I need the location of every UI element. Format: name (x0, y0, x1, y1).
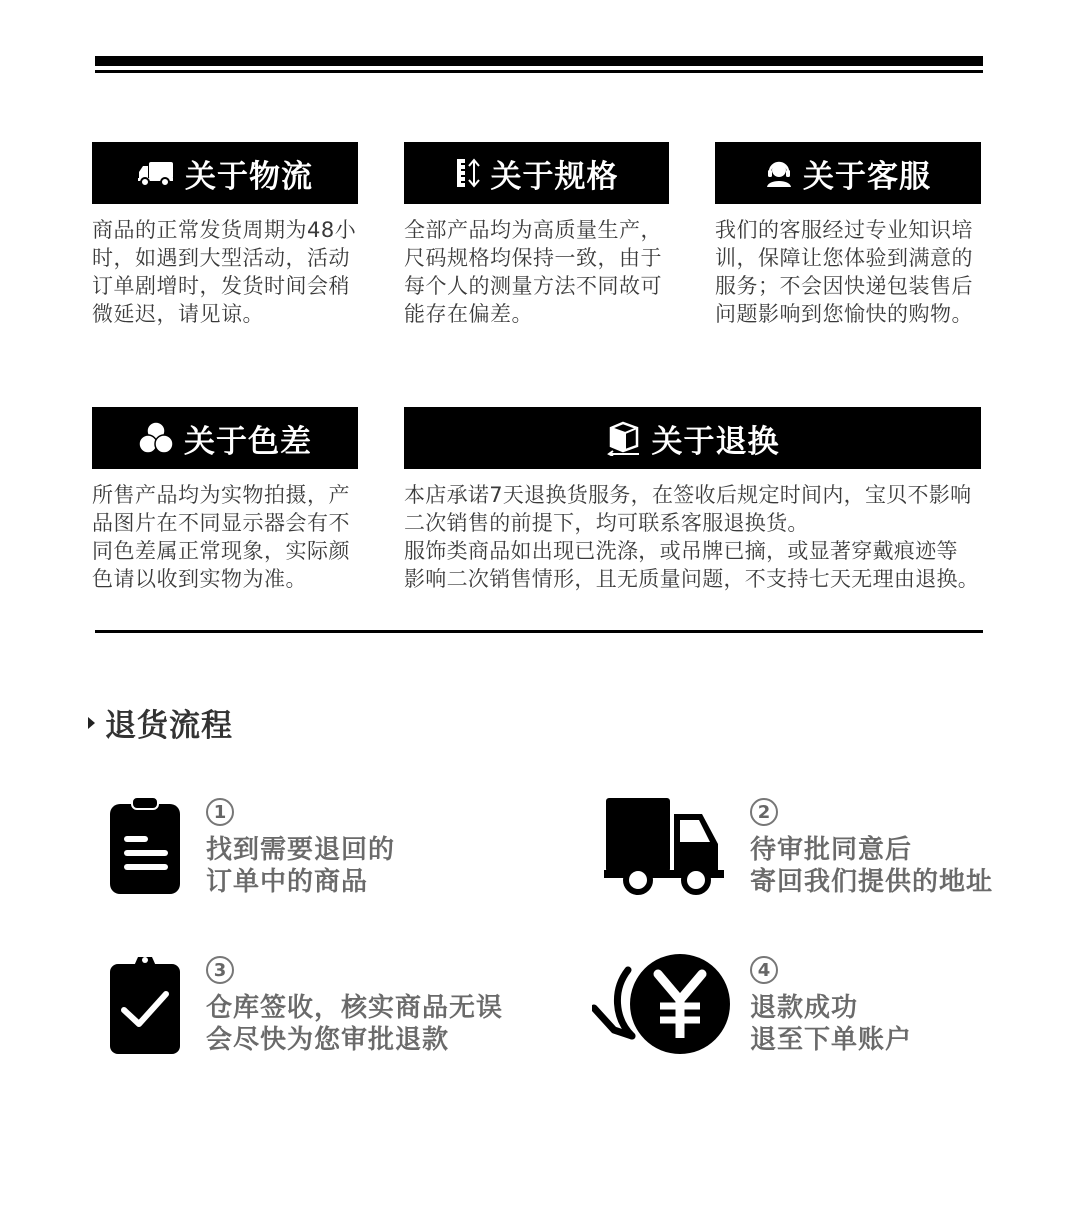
flow-step-4-content (750, 956, 912, 1056)
card-text-line: 时，如遇到大型活动，活动 (92, 246, 350, 270)
card-text-line: 订单剧增时，发货时间会稍 (92, 274, 350, 298)
top-divider-thin (95, 70, 983, 73)
card-service (715, 142, 981, 328)
color-circles-icon (138, 421, 174, 455)
step-text-line: 待审批同意后 (750, 835, 913, 865)
flow-section-title (88, 700, 233, 745)
headset-icon (765, 158, 793, 188)
card-text-line: 微延迟，请见谅。 (92, 302, 264, 326)
card-color (92, 407, 358, 593)
card-text-line: 服务；不会因快递包装售后 (715, 274, 973, 298)
section-divider (95, 630, 983, 633)
card-title: 关于物流 (185, 158, 313, 195)
card-text-line: 全部产品均为高质量生产， (404, 218, 662, 242)
card-text-line: 品图片在不同显示器会有不 (92, 511, 350, 535)
step-text-line: 寄回我们提供的地址 (750, 867, 994, 897)
top-cut-text (220, 0, 380, 2)
card-header (92, 407, 358, 469)
card-text-line: 本店承诺7天退换货服务，在签收后规定时间内，宝贝不影响 (404, 483, 972, 507)
step-text-line: 仓库签收，核实商品无误 (206, 993, 504, 1023)
card-text-line: 问题影响到您愉快的购物。 (715, 302, 973, 326)
card-specs (404, 142, 669, 328)
card-text-line: 所售产品均为实物拍摄，产 (92, 483, 350, 507)
step-number: 1 (206, 798, 234, 826)
card-text-line: 训，保障让您体验到满意的 (715, 246, 973, 270)
step-text-line: 会尽快为您审批退款 (206, 1025, 450, 1055)
card-text-line: 服饰类商品如出现已洗涤，或吊牌已摘，或显著穿戴痕迹等 (404, 539, 958, 563)
card-header (404, 142, 669, 204)
flow-step-2-content (750, 798, 993, 898)
card-logistics (92, 142, 358, 328)
step-number: 2 (750, 798, 778, 826)
card-text-line: 尺码规格均保持一致，由于 (404, 246, 662, 270)
card-header (404, 407, 981, 469)
card-body (92, 216, 358, 328)
card-title: 关于色差 (184, 423, 312, 460)
card-text-line: 每个人的测量方法不同故可 (404, 274, 662, 298)
card-title: 关于退换 (651, 423, 780, 460)
ruler-icon (455, 158, 481, 188)
step-number: 4 (750, 956, 778, 984)
flow-step-2 (604, 796, 726, 900)
card-return (404, 407, 981, 593)
card-header (715, 142, 981, 204)
card-text-line: 影响二次销售情形，且无质量问题，不支持七天无理由退换。 (404, 567, 980, 591)
clipboard-list-icon (108, 796, 182, 896)
flow-step-3 (108, 954, 182, 1060)
card-body (92, 481, 358, 593)
step-text-line: 找到需要退回的 (206, 835, 396, 865)
flow-step-4 (592, 952, 732, 1060)
flow-step-1-content (206, 798, 395, 898)
step-text-line: 退款成功 (750, 993, 859, 1023)
card-text-line: 同色差属正常现象，实际颜 (92, 539, 350, 563)
card-text-line: 二次销售的前提下，均可联系客服退换货。 (404, 511, 809, 535)
top-divider-thick (95, 56, 983, 66)
step-number: 3 (206, 956, 234, 984)
clipboard-check-icon (108, 954, 182, 1056)
card-text-line: 我们的客服经过专业知识培 (715, 218, 973, 242)
truck-icon (137, 159, 175, 187)
card-body (404, 216, 669, 328)
card-title: 关于客服 (803, 158, 931, 195)
step-text-line: 退至下单账户 (750, 1025, 913, 1055)
card-body (715, 216, 981, 328)
card-text-line: 商品的正常发货周期为48小 (92, 218, 357, 242)
card-header (92, 142, 358, 204)
flow-step-3-content (206, 956, 503, 1056)
yuan-refund-icon (592, 952, 732, 1056)
flow-title: 退货流程 (105, 708, 233, 744)
card-text-line: 能存在偏差。 (404, 302, 533, 326)
delivery-truck-icon (604, 796, 726, 896)
flow-step-1 (108, 796, 182, 900)
card-title: 关于规格 (490, 158, 619, 195)
card-text-line: 色请以收到实物为准。 (92, 567, 307, 591)
triangle-bullet-icon (88, 717, 95, 729)
card-body (404, 481, 981, 593)
step-text-line: 订单中的商品 (206, 867, 369, 897)
box-return-icon (606, 420, 642, 456)
